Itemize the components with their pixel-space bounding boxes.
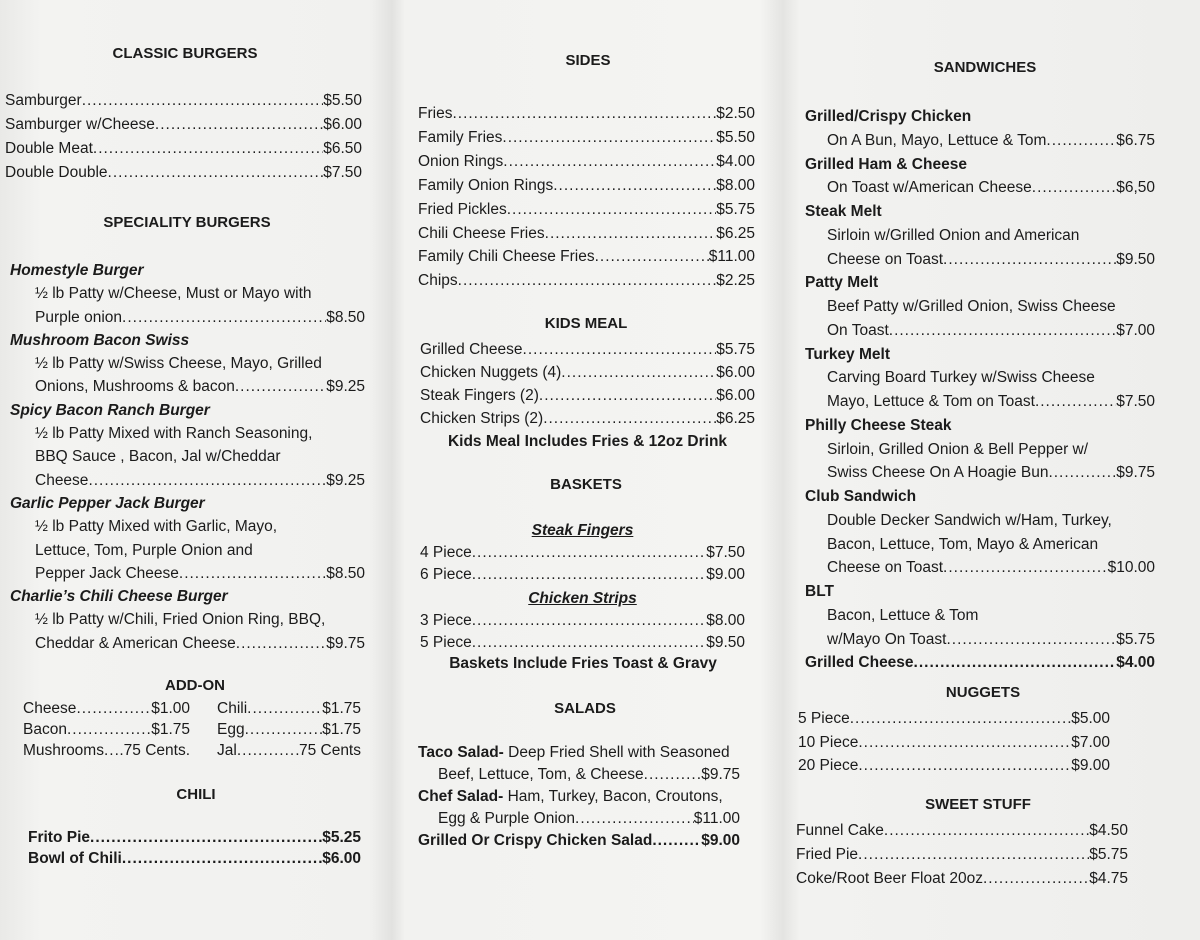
menu-item [796,867,1128,891]
item-price: $7.00 [1071,733,1110,751]
menu-item [418,198,755,222]
dot-leader [235,375,326,398]
item-title [805,271,1155,295]
item-name: Turkey Melt [805,345,890,363]
menu-item [418,150,755,174]
menu-item [28,827,361,848]
item-title [10,585,365,608]
item-description-line [10,632,365,655]
item-name: Double Double [5,164,108,181]
item-name: Spicy Bacon Ranch Burger [10,401,210,419]
menu-item [420,610,745,632]
dot-leader [90,827,322,848]
item-title [10,492,365,515]
menu-item [420,338,755,361]
menu-item [796,843,1128,867]
item-name: Chips [418,272,458,290]
item-description: Cheese on Toast [827,250,944,268]
kids-list [420,338,755,453]
chili-list [28,827,361,869]
dot-leader [179,562,326,585]
salads-heading: SALADS [554,700,616,717]
dot-leader [88,469,326,492]
salads-list [418,742,740,852]
item-name: Family Chili Cheese Fries [418,248,595,266]
dot-leader [76,698,151,719]
item-name: Samburger [5,92,82,109]
dot-leader [858,754,1071,778]
item-name: 6 Piece [420,566,472,583]
item-price: $6,50 [1116,179,1155,197]
menu-item [805,651,1155,675]
item-price: $4.75 [1089,870,1128,887]
item-price: 75 Cents [298,742,361,759]
dot-leader [472,632,707,654]
item-description-line [10,562,365,585]
item-description: On Toast [827,321,889,339]
item-description: On Toast w/American Cheese [827,179,1032,197]
dot-leader [452,102,716,126]
sweet-stuff-list [796,819,1128,891]
nuggets-list [798,707,1110,778]
item-name: Grilled Cheese [805,654,914,672]
item-price: $4.00 [1116,654,1155,672]
dot-leader [1048,461,1116,485]
sandwiches-list [805,105,1155,675]
item-description: ½ lb Patty w/Cheese, Must or Mayo with [35,285,312,303]
menu-item [418,245,755,269]
dot-leader [652,830,701,852]
dot-leader [943,556,1108,580]
dot-leader [155,113,323,137]
item-name: Patty Melt [805,274,879,292]
menu-item [23,698,190,719]
item-title [805,343,1155,367]
item-description: Beef Patty w/Grilled Onion, Swiss Cheese [827,298,1116,315]
item-title [805,105,1155,129]
item-description: Double Decker Sandwich w/Ham, Turkey, [827,511,1112,529]
item-title [805,200,1155,224]
item-description: Bacon, Lettuce & Tom [827,606,979,624]
menu-item [420,407,755,430]
item-description-line [805,628,1155,652]
item-price: $1.75 [151,721,190,738]
item-price: $5.00 [1071,710,1110,727]
item-price: $6.00 [716,387,755,404]
item-description-line [10,469,365,492]
special-heading: SPECIALITY BURGERS [103,214,271,231]
dot-leader [503,150,716,174]
item-price: $9.75 [326,634,365,652]
dot-leader [543,407,716,430]
item-price: $7.50 [323,164,362,181]
item-price: $5.75 [716,200,755,218]
item-price: $5.75 [716,341,755,358]
item-name: Grilled Ham & Cheese [805,155,967,173]
item-name: Chef Salad- [418,788,504,805]
item-price: $6.00 [322,850,361,867]
menu-item [418,830,740,852]
chicken-strips-subheading: Chicken Strips [528,590,637,607]
item-title [418,742,740,764]
menu-item [798,731,1110,755]
item-name: Mushroom Bacon Swiss [10,331,190,349]
item-description: Purple onion [35,308,123,326]
item-title [10,399,365,422]
item-price: $1.75 [322,721,361,738]
item-description: ½ lb Patty w/Swiss Cheese, Mayo, Grilled [35,355,322,373]
item-price: $11.00 [708,248,755,266]
menu-item [23,740,190,761]
item-price: $9.75 [701,766,740,783]
item-price: $8.00 [716,176,755,194]
item-description-line [10,306,365,329]
item-description: BBQ Sauce , Bacon, Jal w/Cheddar [35,448,281,466]
item-name: Bacon [23,721,67,738]
item-title [805,580,1155,604]
item-name: Bowl of Chili [28,850,122,867]
item-description: Cheese [35,471,89,489]
dot-leader [472,542,707,564]
item-name: Homestyle Burger [10,262,144,279]
baskets-steak [420,520,745,586]
item-description: Egg & Purple Onion [438,810,576,827]
item-description: Carving Board Turkey w/Swiss Cheese [827,369,1095,387]
item-price: $9.50 [1116,250,1155,268]
dot-leader [561,361,716,384]
item-name: Grilled Cheese [420,341,523,358]
menu-item [420,632,745,654]
item-price: $5.75 [1116,630,1155,648]
item-description-line [10,375,365,398]
dot-leader [245,719,323,740]
item-price: $4.50 [1089,822,1128,839]
menu-item [217,719,361,740]
kids-heading: KIDS MEAL [544,315,628,332]
menu-item [798,754,1110,778]
dot-leader [523,338,717,361]
item-description-line [805,390,1155,414]
item-name: Egg [217,721,245,738]
item-name: Taco Salad- [418,744,504,761]
item-description: Cheese on Toast [827,559,944,577]
item-price: $6.75 [1116,131,1155,149]
dot-leader [1032,176,1116,200]
dot-leader [104,740,119,761]
item-price: $5.75 [1089,846,1128,863]
item-name: Coke/Root Beer Float 20oz [796,870,983,887]
item-name: Steak Fingers (2) [420,387,539,404]
item-description-line [805,319,1155,343]
item-name: Family Fries [418,128,503,146]
item-description: Lettuce, Tom, Purple Onion and [35,541,253,559]
item-title [418,786,740,808]
sides-heading: SIDES [565,52,611,69]
item-description: Cheddar & American Cheese [35,634,236,652]
item-price: $5.50 [323,92,362,109]
item-description: Beef, Lettuce, Tom, & Cheese [438,766,644,783]
menu-item [418,126,755,150]
sweet-heading: SWEET STUFF [925,796,1031,813]
special-list [10,259,365,655]
item-price: $11.00 [693,810,740,827]
menu-item [796,819,1128,843]
item-price: $7.50 [1116,393,1155,410]
item-name: Frito Pie [28,829,91,846]
dot-leader [472,610,707,632]
item-price: $8.00 [706,612,745,629]
item-description: Swiss Cheese On A Hoagie Bun [827,464,1049,482]
item-price: $4.00 [716,152,755,170]
item-name: Family Onion Rings [418,176,554,194]
baskets-heading: BASKETS [550,476,622,493]
baskets-strips [420,588,745,654]
dot-leader [247,698,322,719]
dot-leader [545,222,717,246]
item-description: Ham, Turkey, Bacon, Croutons, [503,788,723,805]
item-price: $2.50 [716,105,755,122]
menu-item [5,113,362,137]
dot-leader [850,707,1072,731]
addon-list [23,698,363,761]
dot-leader [122,306,326,329]
dot-leader [983,867,1089,891]
item-price: .75 Cents. [119,742,190,759]
menu-item [5,161,362,185]
item-price: $1.75 [322,700,361,717]
item-name: Chicken Strips (2) [420,410,544,427]
item-name: Jal [217,742,237,759]
sides-list [418,102,755,293]
grid-gap [190,719,217,740]
item-price: $9.00 [701,832,740,849]
menu-item [420,542,745,564]
item-description: Bacon, Lettuce, Tom, Mayo & American [827,535,1099,553]
menu-item [418,269,755,293]
item-name: Grilled Or Crispy Chicken Salad [418,832,653,849]
steak-fingers-subheading: Steak Fingers [531,522,634,539]
dot-leader [595,245,709,269]
baskets-note: Baskets Include Fries Toast & Gravy [449,655,717,672]
dot-leader [946,628,1116,652]
dot-leader [914,651,1117,675]
item-name: BLT [805,583,834,600]
dot-leader [237,740,299,761]
nuggets-heading: NUGGETS [945,684,1021,701]
menu-item [5,137,362,161]
dot-leader [644,764,702,786]
item-price: $8.50 [326,564,365,582]
classic-burgers-list [5,89,362,185]
dot-leader [108,161,324,185]
addon-grid [23,698,363,761]
menu-item [420,564,745,586]
dot-leader [122,848,322,869]
item-title [805,414,1155,438]
dot-leader [502,126,716,150]
item-name: Double Meat [5,140,93,157]
dot-leader [458,269,717,293]
item-title [10,329,365,352]
item-price: $6.00 [323,116,362,133]
item-name: 5 Piece [420,634,472,651]
item-price: $5.50 [716,128,755,146]
item-title [805,153,1155,177]
item-name: Samburger w/Cheese [5,116,155,133]
item-description: Pepper Jack Cheese [35,564,179,582]
chili-heading: CHILI [176,786,216,803]
dot-leader [82,89,324,113]
dot-leader [884,819,1089,843]
item-description-line [418,808,740,830]
dot-leader [858,843,1089,867]
item-price: $9.75 [1116,464,1155,482]
grid-gap [190,740,217,761]
item-description-line [805,556,1155,580]
item-price: $2.25 [716,272,755,290]
item-price: $6.00 [716,364,755,381]
item-price: $9.00 [1071,757,1110,774]
item-title [10,259,365,282]
item-name: 10 Piece [798,733,859,751]
item-name: Philly Cheese Steak [805,416,952,434]
dot-leader [553,174,716,198]
item-description: Deep Fried Shell with Seasoned [503,744,730,761]
item-description: On A Bun, Mayo, Lettuce & Tom [827,131,1047,149]
item-price: $6.50 [323,140,362,157]
item-description: Sirloin w/Grilled Onion and American [827,226,1080,244]
item-description: Onions, Mushrooms & bacon [35,378,235,396]
dot-leader [539,384,716,407]
menu-item [418,174,755,198]
item-description: ½ lb Patty Mixed with Ranch Seasoning, [35,425,313,443]
dot-leader [472,564,707,586]
dot-leader [1035,390,1116,414]
item-description: Mayo, Lettuce & Tom on Toast [827,393,1035,410]
menu-item [418,222,755,246]
item-description: ½ lb Patty Mixed with Garlic, Mayo, [35,518,278,536]
menu-item [5,89,362,113]
sandwiches-heading: SANDWICHES [933,59,1037,76]
item-description: Sirloin, Grilled Onion & Bell Pepper w/ [827,440,1089,458]
item-name: Club Sandwich [805,488,917,505]
menu-item [23,719,190,740]
item-price: $5.25 [322,829,361,846]
item-name: Fried Pickles [418,200,507,218]
item-name: Mushrooms [23,742,104,759]
item-name: 20 Piece [798,757,859,774]
dot-leader [858,731,1071,755]
item-name: Chicken Nuggets (4) [420,364,562,381]
item-name: 4 Piece [420,544,472,561]
item-description-line [805,461,1155,485]
menu-item [798,707,1110,731]
item-name: 3 Piece [420,612,472,629]
item-price: $9.00 [706,566,745,583]
menu-item [28,848,361,869]
item-price: $9.25 [326,378,365,396]
item-price: $7.50 [706,544,745,561]
grid-gap [190,698,217,719]
item-description-line [418,764,740,786]
dot-leader [575,808,694,830]
item-name: Cheese [23,700,77,717]
item-name: Steak Melt [805,203,882,220]
item-price: $9.50 [706,634,745,651]
dot-leader [67,719,151,740]
item-name: Fries [418,105,453,122]
menu-item [420,361,755,384]
classic-heading: CLASSIC BURGERS [112,45,258,62]
item-description-line [805,176,1155,200]
item-description-line [805,129,1155,153]
item-name: Chili [217,700,248,717]
item-price: $6.25 [716,410,755,427]
item-name: Grilled/Crispy Chicken [805,108,972,125]
item-price: $6.25 [716,224,755,242]
dot-leader [1046,129,1116,153]
item-name: Onion Rings [418,152,504,170]
menu-item [217,740,361,761]
item-name: Funnel Cake [796,822,884,839]
menu-item [217,698,361,719]
dot-leader [507,198,716,222]
item-description: w/Mayo On Toast [827,630,947,648]
item-title [805,485,1155,509]
menu-item [418,102,755,126]
item-name: Chili Cheese Fries [418,224,545,242]
dot-leader [93,137,323,161]
item-price: $8.50 [326,308,365,326]
item-price: $1.00 [151,700,190,717]
addon-heading: ADD-ON [165,677,225,694]
dot-leader [943,248,1116,272]
kids-note: Kids Meal Includes Fries & 12oz Drink [447,433,728,450]
menu-item [420,384,755,407]
dot-leader [236,632,326,655]
item-name: Fried Pie [796,846,859,863]
item-name: Garlic Pepper Jack Burger [10,494,205,512]
item-price: $9.25 [326,471,365,489]
item-name: Charlie’s Chili Cheese Burger [10,588,228,606]
item-name: 5 Piece [798,710,850,727]
item-price: $7.00 [1116,321,1155,339]
dot-leader [889,319,1116,343]
item-description: ½ lb Patty w/Chili, Fried Onion Ring, BBQ, [35,611,326,629]
item-description-line [805,248,1155,272]
item-price: $10.00 [1107,559,1155,577]
